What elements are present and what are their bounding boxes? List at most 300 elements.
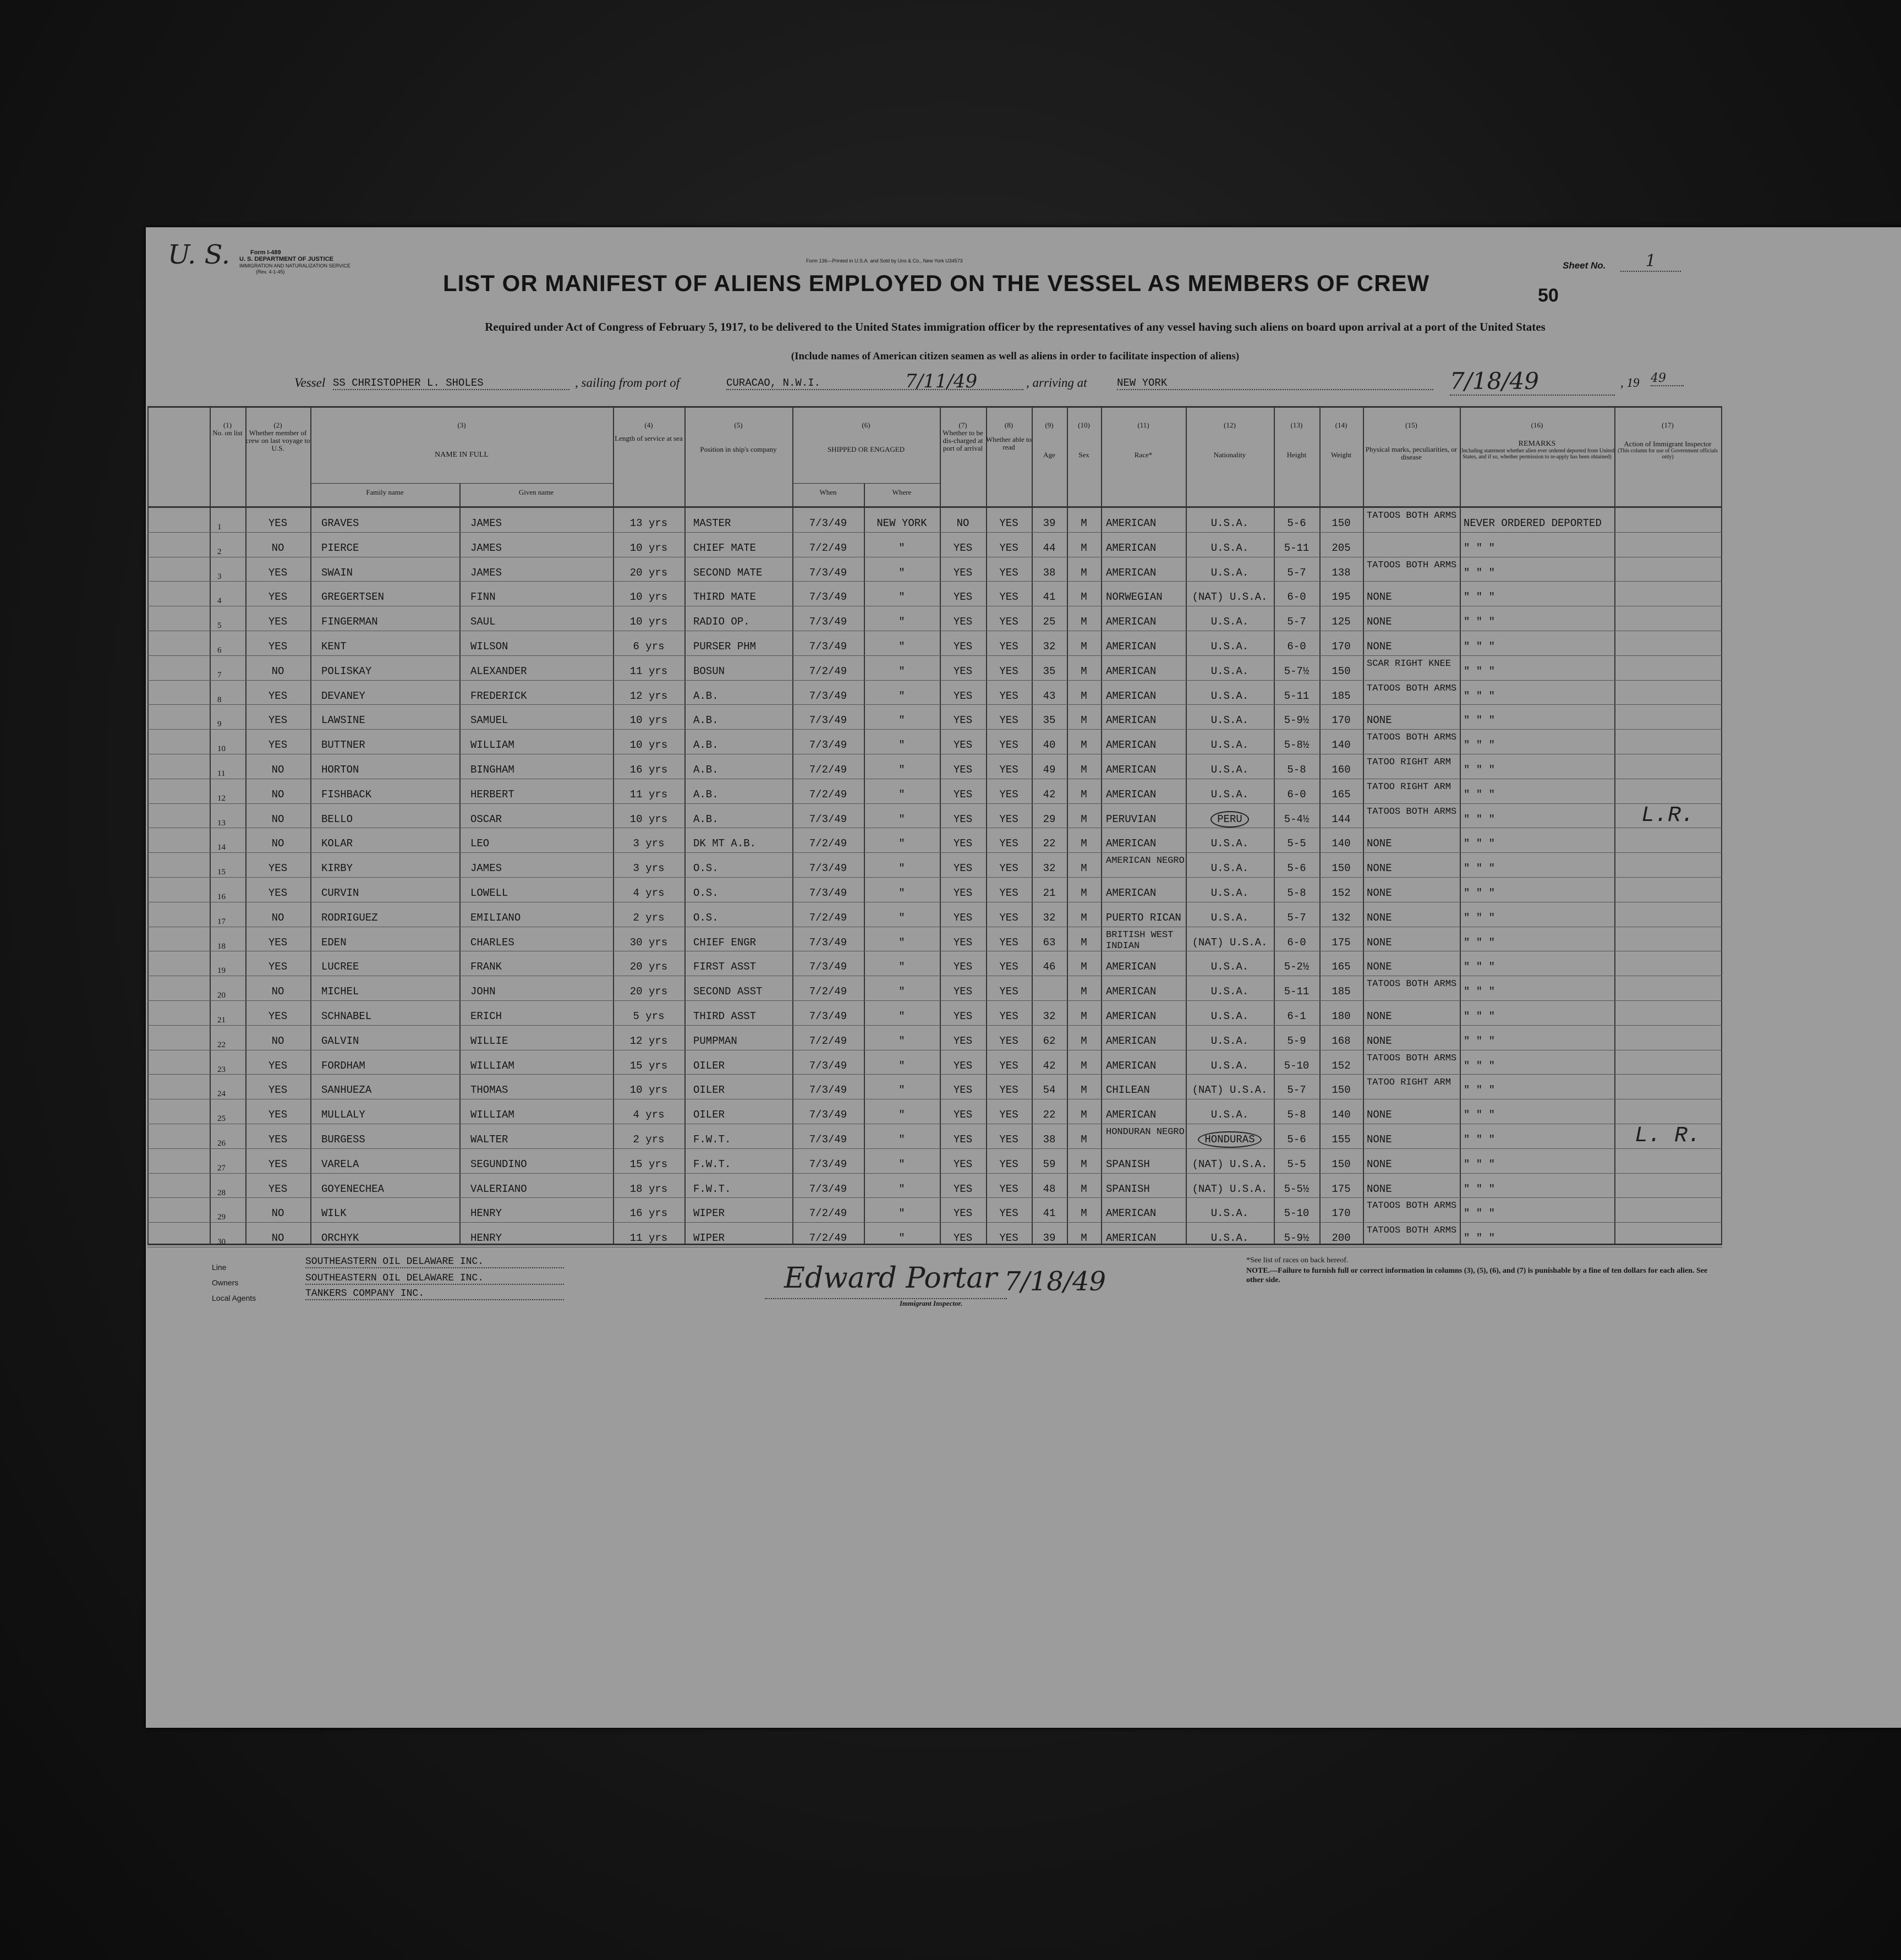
vessel-label: Vessel — [294, 376, 326, 390]
cell-sex: M — [1081, 887, 1087, 899]
cell-weight: 150 — [1332, 862, 1351, 875]
cell-age: 35 — [1043, 665, 1056, 677]
cell-height: 5-5½ — [1284, 1182, 1310, 1195]
cell-age: 32 — [1043, 640, 1056, 653]
cell-family-name: SANHUEZA — [321, 1084, 372, 1097]
cell-height: 6-0 — [1287, 640, 1306, 653]
col7-label: Whether to be dis-charged at port of arrival — [943, 429, 983, 452]
cell-position: OILER — [693, 1084, 725, 1097]
cell-service: 5 yrs — [633, 1010, 665, 1022]
cell-shipped-when: 7/3/49 — [809, 961, 847, 973]
col13-label: Height — [1286, 451, 1307, 459]
col11-label: Race* — [1134, 451, 1153, 459]
cell-family-name: SCHNABEL — [321, 1010, 372, 1022]
cell-weight: 132 — [1332, 911, 1351, 924]
col6-number: (6) — [862, 421, 870, 429]
cell-read: YES — [999, 616, 1018, 628]
form-rev: (Rev. 4-1-45) — [256, 269, 285, 275]
cell-sex: M — [1081, 1059, 1087, 1072]
cell-shipped-where: " — [899, 1034, 905, 1047]
row-divider — [147, 680, 1722, 681]
cell-crew: YES — [268, 689, 288, 702]
cell-age: 32 — [1043, 862, 1056, 875]
row-number: 2 — [217, 547, 222, 556]
row-number: 11 — [217, 769, 226, 778]
year-label: , 19 — [1620, 376, 1640, 390]
cell-remarks: " " " — [1464, 936, 1495, 949]
cell-nationality: U.S.A. — [1210, 961, 1249, 973]
agents-value: TANKERS COMPANY INC. — [305, 1288, 564, 1300]
cell-discharge: YES — [953, 640, 973, 653]
owners-value: SOUTHEASTERN OIL DELAWARE INC. — [305, 1273, 564, 1285]
cell-sex: M — [1081, 1010, 1087, 1022]
cell-given-name: JAMES — [470, 566, 502, 579]
cell-marks: NONE — [1367, 1182, 1392, 1195]
cell-shipped-where: " — [899, 665, 905, 677]
cell-marks: TATOO RIGHT ARM — [1367, 781, 1451, 792]
include-statement: (Include names of American citizen seamen as well as aliens in order to facilitate inspection of aliens) — [791, 351, 1240, 362]
cell-position: DK MT A.B. — [693, 837, 757, 850]
cell-remarks: " " " — [1464, 1059, 1495, 1072]
col9-number: (9) — [1045, 421, 1054, 429]
cell-height: 5-8 — [1287, 764, 1306, 776]
cell-given-name: VALERIANO — [470, 1182, 527, 1195]
cell-shipped-when: 7/3/49 — [809, 591, 847, 604]
cell-shipped-when: 7/2/49 — [809, 1207, 847, 1220]
row-divider — [147, 655, 1722, 656]
cell-read: YES — [999, 1010, 1018, 1022]
cell-read: YES — [999, 541, 1018, 554]
cell-position: F.W.T. — [693, 1134, 731, 1146]
cell-crew: NO — [271, 837, 284, 850]
row-number: 25 — [217, 1114, 226, 1124]
col9-label: Age — [1043, 451, 1055, 459]
cell-crew: YES — [268, 1182, 288, 1195]
cell-marks: TATOO RIGHT ARM — [1367, 757, 1451, 768]
cell-weight: 170 — [1332, 1207, 1351, 1220]
cell-action: L. R. — [1634, 1124, 1701, 1148]
col6-where: Where — [892, 488, 912, 496]
cell-marks: TATOOS BOTH ARMS — [1367, 806, 1457, 817]
cell-shipped-where: " — [899, 1084, 905, 1097]
cell-read: YES — [999, 1232, 1018, 1245]
row-divider — [147, 1025, 1722, 1026]
cell-race: PERUVIAN — [1106, 813, 1157, 825]
cell-read: YES — [999, 1059, 1018, 1072]
cell-nationality: (NAT) U.S.A. — [1192, 1084, 1268, 1097]
cell-shipped-when: 7/2/49 — [809, 665, 847, 677]
cell-service: 30 yrs — [629, 936, 668, 949]
cell-age: 25 — [1043, 616, 1056, 628]
row-number: 18 — [217, 941, 226, 951]
cell-weight: 195 — [1332, 591, 1351, 604]
cell-height: 5-7 — [1287, 566, 1306, 579]
col3-family: Family name — [366, 488, 404, 496]
cell-given-name: WILLIAM — [470, 739, 514, 752]
col10-number: (10) — [1078, 421, 1090, 429]
cell-sex: M — [1081, 566, 1087, 579]
cell-sex: M — [1081, 541, 1087, 554]
col17-number: (17) — [1662, 421, 1674, 429]
cell-read: YES — [999, 1084, 1018, 1097]
cell-given-name: EMILIANO — [470, 911, 521, 924]
cell-sex: M — [1081, 986, 1087, 998]
col10-label: Sex — [1078, 451, 1089, 459]
cell-age: 39 — [1043, 1232, 1056, 1245]
cell-shipped-when: 7/3/49 — [809, 1109, 847, 1121]
cell-nationality: U.S.A. — [1210, 837, 1249, 850]
row-divider — [147, 581, 1722, 582]
cell-weight: 152 — [1332, 887, 1351, 899]
cell-sex: M — [1081, 665, 1087, 677]
cell-weight: 160 — [1332, 764, 1351, 776]
row-number: 8 — [217, 695, 222, 704]
cell-family-name: WILK — [321, 1207, 347, 1220]
cell-remarks: " " " — [1464, 1010, 1495, 1022]
cell-weight: 165 — [1332, 788, 1351, 801]
cell-position: PURSER PHM — [693, 640, 757, 653]
cell-marks: NONE — [1367, 936, 1392, 949]
cell-service: 11 yrs — [629, 788, 668, 801]
cell-shipped-where: " — [899, 591, 905, 604]
cell-nationality: U.S.A. — [1210, 616, 1249, 628]
cell-race: AMERICAN — [1106, 665, 1157, 677]
cell-given-name: LEO — [470, 837, 490, 850]
cell-given-name: JAMES — [470, 541, 502, 554]
row-number: 1 — [217, 523, 222, 532]
manifest-footer — [146, 1251, 1721, 1344]
cell-sex: M — [1081, 1158, 1087, 1170]
cell-service: 10 yrs — [629, 1084, 668, 1097]
row-number: 21 — [217, 1016, 226, 1025]
cell-given-name: OSCAR — [470, 813, 502, 825]
cell-read: YES — [999, 739, 1018, 752]
cell-service: 18 yrs — [629, 1182, 668, 1195]
cell-position: A.B. — [693, 764, 719, 776]
cell-read: YES — [999, 788, 1018, 801]
printer-line: Form 136—Printed in U.S.A. and Sold by Uns & Co., New York U34573 — [806, 258, 963, 264]
row-divider — [147, 532, 1722, 533]
cell-family-name: GREGERTSEN — [321, 591, 385, 604]
cell-family-name: MICHEL — [321, 986, 359, 998]
cell-family-name: PIERCE — [321, 541, 359, 554]
cell-shipped-where: " — [899, 541, 905, 554]
arriving-label: , arriving at — [1026, 376, 1087, 390]
cell-sex: M — [1081, 837, 1087, 850]
manifest-title: LIST OR MANIFEST OF ALIENS EMPLOYED ON THE VESSEL AS MEMBERS OF CREW — [443, 270, 1430, 296]
cell-weight: 155 — [1332, 1134, 1351, 1146]
cell-family-name: BELLO — [321, 813, 353, 825]
form-dept: U. S. DEPARTMENT OF JUSTICE — [239, 256, 333, 262]
cell-given-name: ALEXANDER — [470, 665, 527, 677]
cell-sex: M — [1081, 1134, 1087, 1146]
cell-weight: 150 — [1332, 665, 1351, 677]
row-number: 14 — [217, 843, 226, 852]
cell-read: YES — [999, 517, 1018, 529]
cell-read: YES — [999, 714, 1018, 727]
cell-remarks: " " " — [1464, 566, 1495, 579]
cell-remarks: " " " — [1464, 788, 1495, 801]
cell-height: 5-9½ — [1284, 1232, 1310, 1245]
cell-discharge: YES — [953, 813, 973, 825]
cell-read: YES — [999, 1207, 1018, 1220]
cell-crew: YES — [268, 1010, 288, 1022]
cell-service: 10 yrs — [629, 739, 668, 752]
cell-age: 48 — [1043, 1182, 1056, 1195]
cell-weight: 150 — [1332, 1158, 1351, 1170]
cell-nationality: U.S.A. — [1210, 714, 1249, 727]
cell-read: YES — [999, 986, 1018, 998]
cell-nationality: U.S.A. — [1210, 862, 1249, 875]
cell-height: 6-0 — [1287, 591, 1306, 604]
col16-number: (16) — [1531, 421, 1543, 429]
cell-weight: 140 — [1332, 739, 1351, 752]
cell-weight: 168 — [1332, 1034, 1351, 1047]
cell-shipped-when: 7/2/49 — [809, 788, 847, 801]
cell-marks: TATOOS BOTH ARMS — [1367, 683, 1457, 694]
arrival-date: 7/18/49 — [1450, 368, 1615, 396]
cell-race: AMERICAN — [1106, 1109, 1157, 1121]
cell-sex: M — [1081, 739, 1087, 752]
row-divider — [147, 852, 1722, 853]
cell-crew: NO — [271, 764, 284, 776]
cell-shipped-when: 7/3/49 — [809, 1182, 847, 1195]
cell-remarks: " " " — [1464, 1158, 1495, 1170]
cell-nationality: PERU — [1186, 813, 1274, 825]
cell-height: 5-6 — [1287, 517, 1306, 529]
cell-weight: 175 — [1332, 936, 1351, 949]
cell-weight: 170 — [1332, 640, 1351, 653]
cell-position: CHIEF ENGR — [693, 936, 757, 949]
cell-shipped-where: " — [899, 911, 905, 924]
cell-age: 49 — [1043, 764, 1056, 776]
row-number: 24 — [217, 1090, 226, 1099]
cell-read: YES — [999, 961, 1018, 973]
cell-position: O.S. — [693, 862, 719, 875]
cell-weight: 185 — [1332, 986, 1351, 998]
col2-label: Whether member of crew on last voyage to U.S. — [245, 429, 310, 452]
cell-discharge: YES — [953, 1084, 973, 1097]
cell-shipped-where: " — [899, 961, 905, 973]
cell-race: AMERICAN — [1106, 1010, 1157, 1022]
cell-height: 5-5 — [1287, 1158, 1306, 1170]
cell-marks: NONE — [1367, 714, 1392, 727]
cell-marks: TATOOS BOTH ARMS — [1367, 511, 1457, 521]
cell-discharge: YES — [953, 541, 973, 554]
cell-position: THIRD MATE — [693, 591, 757, 604]
cell-race: AMERICAN — [1106, 689, 1157, 702]
cell-nationality: U.S.A. — [1210, 1010, 1249, 1022]
cell-position: WIPER — [693, 1232, 725, 1245]
cell-service: 12 yrs — [629, 1034, 668, 1047]
cell-service: 20 yrs — [629, 986, 668, 998]
cell-read: YES — [999, 936, 1018, 949]
hand-corner-note: U. S. — [168, 239, 230, 270]
cell-nationality: U.S.A. — [1210, 566, 1249, 579]
cell-crew: NO — [271, 1034, 284, 1047]
signature-date: 7/18/49 — [1004, 1266, 1106, 1297]
cell-discharge: YES — [953, 1034, 973, 1047]
cell-shipped-where: " — [899, 986, 905, 998]
cell-crew: YES — [268, 961, 288, 973]
cell-discharge: YES — [953, 887, 973, 899]
cell-crew: YES — [268, 936, 288, 949]
row-number: 20 — [217, 991, 226, 1000]
cell-remarks: " " " — [1464, 986, 1495, 998]
cell-shipped-where: " — [899, 1059, 905, 1072]
col3-label: NAME IN FULL — [435, 451, 489, 459]
cell-crew: YES — [268, 862, 288, 875]
cell-weight: 144 — [1332, 813, 1351, 825]
cell-height: 5-8½ — [1284, 739, 1310, 752]
cell-sex: M — [1081, 936, 1087, 949]
cell-position: SECOND ASST — [693, 986, 763, 998]
cell-race: AMERICAN — [1106, 1059, 1157, 1072]
cell-family-name: EDEN — [321, 936, 347, 949]
cell-shipped-when: 7/2/49 — [809, 986, 847, 998]
cell-weight: 180 — [1332, 1010, 1351, 1022]
cell-shipped-when: 7/3/49 — [809, 862, 847, 875]
cell-shipped-when: 7/3/49 — [809, 739, 847, 752]
cell-crew: NO — [271, 788, 284, 801]
sailing-date: 7/11/49 — [905, 370, 978, 392]
cell-service: 11 yrs — [629, 665, 668, 677]
cell-crew: YES — [268, 1158, 288, 1170]
cell-weight: 140 — [1332, 1109, 1351, 1121]
cell-race: AMERICAN — [1106, 887, 1157, 899]
row-number: 13 — [217, 818, 226, 828]
cell-position: A.B. — [693, 714, 719, 727]
cell-height: 5-10 — [1284, 1207, 1310, 1220]
cell-sex: M — [1081, 517, 1087, 529]
col5-number: (5) — [734, 421, 743, 429]
cell-discharge: YES — [953, 714, 973, 727]
cell-nationality: U.S.A. — [1210, 788, 1249, 801]
col6-label: SHIPPED OR ENGAGED — [827, 445, 905, 453]
cell-family-name: BURGESS — [321, 1134, 365, 1146]
cell-family-name: FINGERMAN — [321, 616, 378, 628]
cell-shipped-when: 7/2/49 — [809, 911, 847, 924]
cell-remarks: " " " — [1464, 689, 1495, 702]
cell-read: YES — [999, 591, 1018, 604]
row-number: 16 — [217, 893, 226, 901]
cell-service: 20 yrs — [629, 961, 668, 973]
cell-height: 5-11 — [1284, 689, 1310, 702]
cell-service: 16 yrs — [629, 1207, 668, 1220]
cell-crew: NO — [271, 911, 284, 924]
cell-race: NORWEGIAN — [1106, 591, 1163, 604]
cell-discharge: YES — [953, 739, 973, 752]
cell-service: 4 yrs — [633, 1109, 665, 1121]
cell-crew: YES — [268, 517, 288, 529]
cell-family-name: HORTON — [321, 764, 359, 776]
cell-age: 54 — [1043, 1084, 1056, 1097]
cell-race: AMERICAN — [1106, 714, 1157, 727]
cell-shipped-where: " — [899, 936, 905, 949]
row-number: 12 — [217, 793, 226, 803]
cell-given-name: ERICH — [470, 1010, 502, 1022]
row-divider — [147, 803, 1722, 804]
cell-marks: TATOOS BOTH ARMS — [1367, 1201, 1457, 1212]
cell-shipped-where: " — [899, 1232, 905, 1245]
cell-service: 4 yrs — [633, 887, 665, 899]
cell-race: AMERICAN — [1106, 986, 1157, 998]
cell-race: AMERICAN — [1106, 541, 1157, 554]
cell-read: YES — [999, 1034, 1018, 1047]
cell-service: 11 yrs — [629, 1232, 668, 1245]
col3-given: Given name — [518, 488, 554, 496]
cell-read: YES — [999, 813, 1018, 825]
cell-weight: 152 — [1332, 1059, 1351, 1072]
cell-marks: NONE — [1367, 616, 1392, 628]
cell-weight: 125 — [1332, 616, 1351, 628]
cell-height: 5-8 — [1287, 887, 1306, 899]
cell-sex: M — [1081, 616, 1087, 628]
cell-read: YES — [999, 1134, 1018, 1146]
col3-number: (3) — [457, 421, 466, 429]
cell-marks: NONE — [1367, 1134, 1392, 1146]
cell-given-name: FRANK — [470, 961, 502, 973]
cell-age: 38 — [1043, 566, 1056, 579]
row-number: 29 — [217, 1213, 226, 1222]
cell-family-name: GRAVES — [321, 517, 359, 529]
cell-family-name: FORDHAM — [321, 1059, 365, 1072]
cell-family-name: RODRIGUEZ — [321, 911, 378, 924]
col17-sub: (This column for use of Government officials only) — [1618, 448, 1718, 460]
cell-shipped-when: 7/3/49 — [809, 714, 847, 727]
cell-marks: TATOOS BOTH ARMS — [1367, 732, 1457, 743]
cell-marks: TATOOS BOTH ARMS — [1367, 560, 1457, 571]
cell-marks: NONE — [1367, 961, 1392, 973]
agents-label: Local Agents — [212, 1294, 256, 1302]
cell-weight: 165 — [1332, 961, 1351, 973]
cell-nationality: U.S.A. — [1210, 665, 1249, 677]
cell-height: 5-9½ — [1284, 714, 1310, 727]
crew-table — [147, 406, 1722, 1245]
cell-family-name: KIRBY — [321, 862, 353, 875]
required-statement: Required under Act of Congress of February 5, 1917, to be delivered to the United States immigration officer by the representatives of any vessel having such aliens on board upon arrival at a port of the United States — [485, 320, 1546, 333]
cell-age: 29 — [1043, 813, 1056, 825]
cell-shipped-where: " — [899, 837, 905, 850]
cell-discharge: YES — [953, 986, 973, 998]
row-number: 27 — [217, 1163, 226, 1173]
cell-service: 15 yrs — [629, 1059, 668, 1072]
cell-nationality: U.S.A. — [1210, 1232, 1249, 1245]
cell-shipped-where: " — [899, 1207, 905, 1220]
row-divider — [147, 729, 1722, 730]
cell-sex: M — [1081, 862, 1087, 875]
cell-position: A.B. — [693, 813, 719, 825]
cell-shipped-when: 7/3/49 — [809, 887, 847, 899]
cell-position: F.W.T. — [693, 1158, 731, 1170]
cell-position: PUMPMAN — [693, 1034, 737, 1047]
cell-remarks: " " " — [1464, 1232, 1495, 1245]
cell-position: BOSUN — [693, 665, 725, 677]
cell-height: 5-2½ — [1284, 961, 1310, 973]
cell-age: 35 — [1043, 714, 1056, 727]
cell-remarks: " " " — [1464, 739, 1495, 752]
cell-remarks: " " " — [1464, 862, 1495, 875]
cell-age: 22 — [1043, 837, 1056, 850]
cell-weight: 170 — [1332, 714, 1351, 727]
cell-weight: 185 — [1332, 689, 1351, 702]
cell-remarks: " " " — [1464, 1034, 1495, 1047]
cell-given-name: WILLIE — [470, 1034, 508, 1047]
cell-sex: M — [1081, 1034, 1087, 1047]
cell-crew: YES — [268, 591, 288, 604]
cell-sex: M — [1081, 1084, 1087, 1097]
cell-sex: M — [1081, 1232, 1087, 1245]
